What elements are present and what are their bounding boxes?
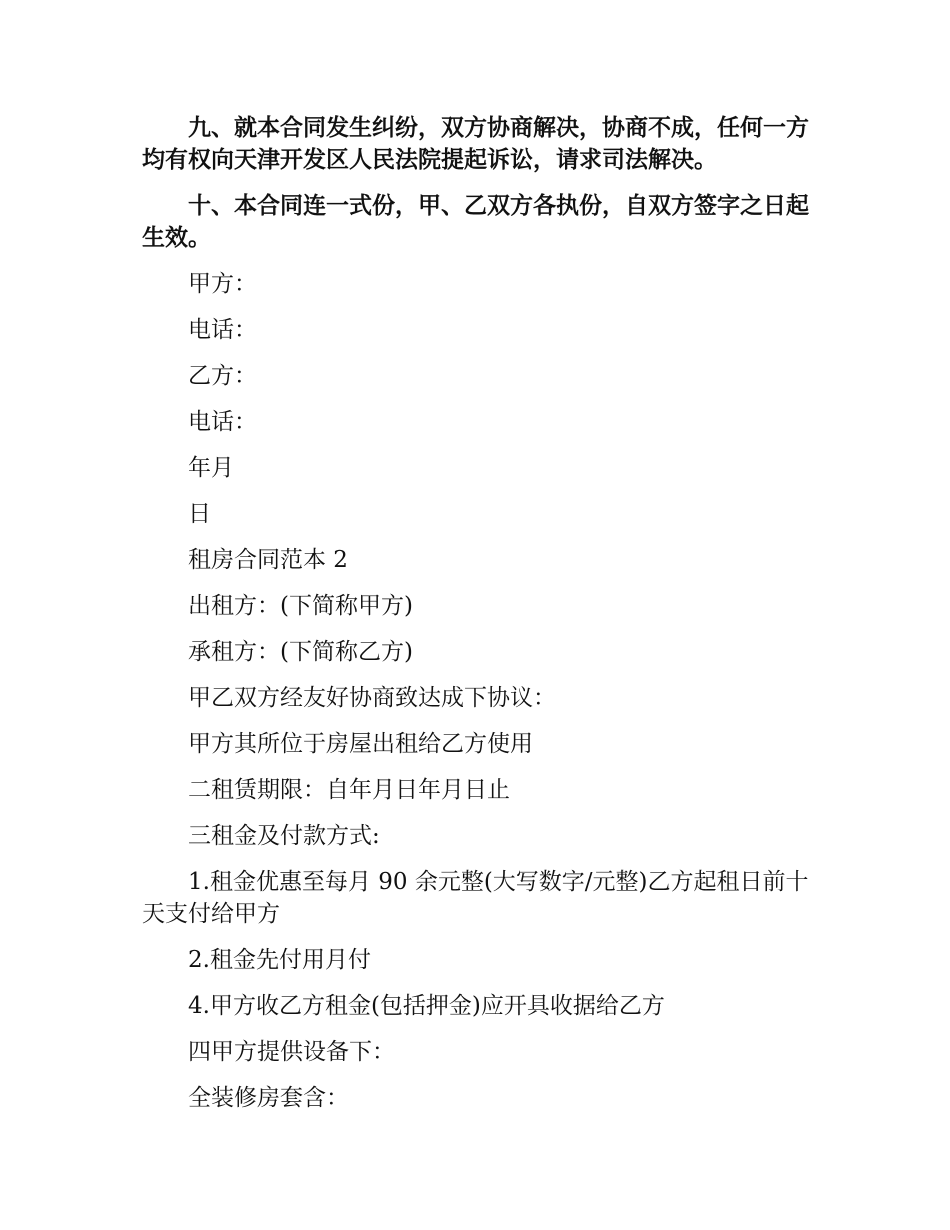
clause-three-rent: 三租金及付款方式: — [188, 823, 380, 849]
clause-four-equipment: 四甲方提供设备下： — [188, 1039, 395, 1065]
contract-template-title: 租房合同范本 2 — [188, 547, 348, 573]
lessee-line: 承租方：(下简称乙方) — [188, 639, 413, 665]
rent-item-4: 4.甲方收乙方租金(包括押金)应开具收据给乙方 — [188, 993, 665, 1019]
clause-ten: 十、本合同连一式份，甲、乙双方各执份，自双方签字之日起生效。 — [142, 192, 809, 251]
lessor-line: 出租方：(下简称甲方) — [188, 593, 413, 619]
rent-item-1: 1.租金优惠至每月 90 余元整(大写数字/元整)乙方起租日前十天支付给甲方 — [142, 869, 809, 927]
agreement-intro: 甲乙双方经友好协商致达成下协议： — [188, 685, 556, 711]
rent-item-2: 2.租金先付用月付 — [188, 947, 371, 973]
party-b-phone-label: 电话： — [188, 409, 257, 435]
clause-one: 甲方其所位于房屋出租给乙方使用 — [188, 731, 533, 757]
document-page — [142, 112, 812, 1128]
date-day: 日 — [188, 501, 211, 527]
date-year-month: 年月 — [188, 455, 234, 481]
party-a-phone-label: 电话： — [188, 317, 257, 343]
party-b-label: 乙方： — [188, 363, 257, 389]
clause-two-term: 二租赁期限：自年月日年月日止 — [188, 777, 510, 803]
equipment-item: 全装修房套含： — [188, 1085, 349, 1111]
clause-nine: 九、就本合同发生纠纷，双方协商解决，协商不成，任何一方均有权向天津开发区人民法院提起诉讼，请求司法解决。 — [142, 114, 809, 173]
party-a-label: 甲方： — [188, 271, 257, 297]
